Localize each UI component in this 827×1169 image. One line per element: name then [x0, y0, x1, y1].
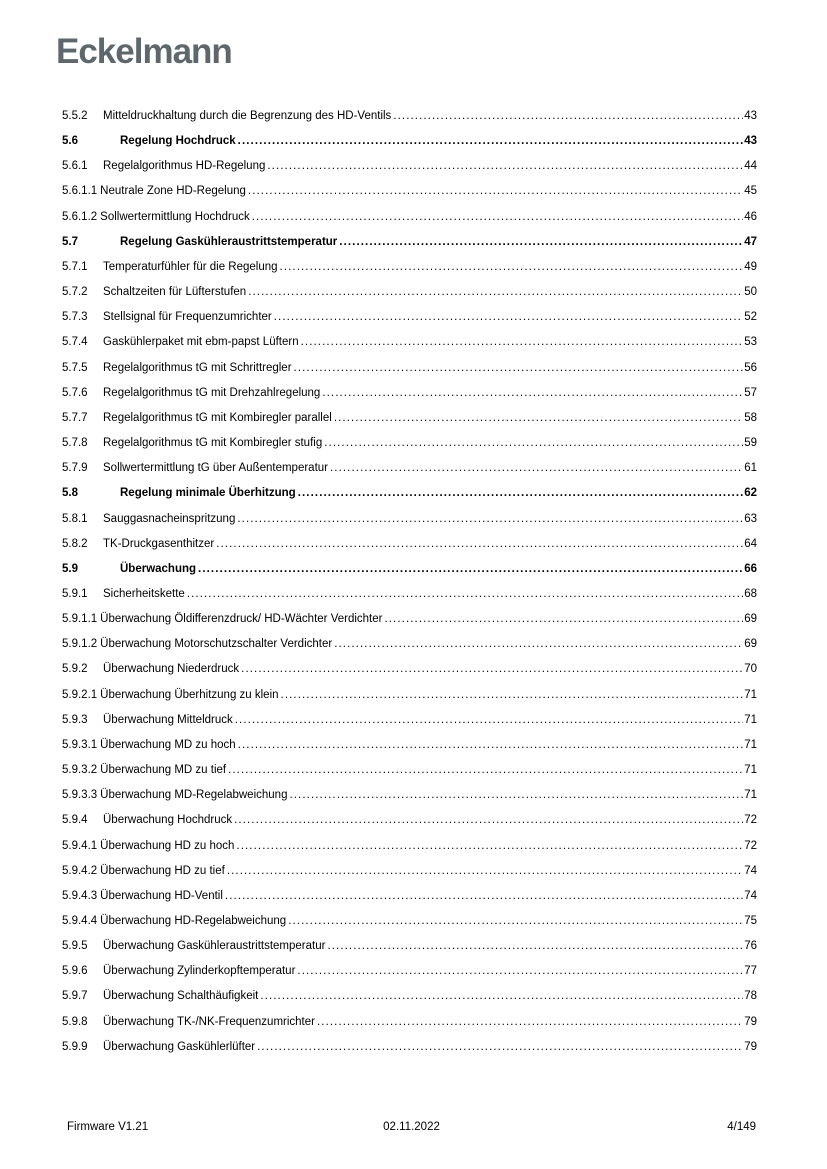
toc-entry-number: 5.5.2	[62, 110, 88, 122]
dot-leader	[298, 481, 743, 506]
toc-entry-title: Überwachung Überhitzung zu klein	[100, 688, 279, 701]
toc-entry-title: Überwachung Hochdruck	[103, 814, 233, 827]
toc-entry[interactable]	[62, 280, 757, 305]
toc-entry[interactable]	[62, 154, 757, 179]
toc-entry-page: 58	[744, 411, 757, 424]
dot-leader	[248, 280, 743, 305]
toc-entry-number: 5.9.9	[62, 1040, 88, 1053]
dot-leader	[274, 305, 743, 330]
dot-leader	[384, 607, 743, 632]
dot-leader	[187, 582, 743, 607]
dot-leader	[288, 909, 743, 934]
toc-entry-page: 61	[744, 462, 757, 475]
dot-leader	[252, 205, 743, 230]
toc-entry-title: Sollwertermittlung Hochdruck	[100, 210, 250, 223]
toc-entry-page: 72	[744, 839, 757, 852]
toc-entry-page: 66	[744, 562, 757, 575]
toc-entry-number: 5.9.4.1	[62, 839, 98, 852]
toc-entry-number: 5.7.3	[62, 311, 88, 324]
toc-entry-number: 5.9.2	[62, 663, 88, 676]
toc-entry-title: Überwachung Mitteldruck	[103, 713, 233, 726]
toc-entry-title: Regelung Gaskühleraustrittstemperatur	[120, 235, 338, 248]
dot-leader	[267, 154, 743, 179]
toc-entry-title: Stellsignal für Frequenzumrichter	[103, 311, 272, 324]
toc-entry-page: 47	[744, 235, 757, 248]
toc-entry-page: 43	[744, 110, 757, 122]
toc-entry-page: 64	[744, 537, 757, 550]
dot-leader	[237, 507, 743, 532]
toc-entry-number: 5.8	[62, 487, 78, 500]
toc-entry-page: 46	[744, 210, 757, 223]
toc-entry[interactable]	[62, 1010, 757, 1035]
dot-leader	[238, 129, 744, 154]
toc-entry-page: 59	[744, 437, 757, 450]
toc-entry[interactable]	[62, 884, 757, 909]
toc-entry-title: Überwachung Motorschutzschalter Verdichter	[100, 638, 333, 651]
dot-leader	[301, 330, 744, 355]
toc-entry-title: Schaltzeiten für Lüfterstufen	[103, 286, 247, 299]
toc-entry-page: 69	[744, 613, 757, 626]
footer-date: 02.11.2022	[383, 1121, 440, 1133]
toc-entry[interactable]	[62, 582, 757, 607]
dot-leader	[317, 1010, 743, 1035]
toc-entry-page: 71	[744, 688, 757, 701]
toc-entry-title: Überwachung Schalthäufigkeit	[103, 990, 259, 1003]
dot-leader	[260, 984, 743, 1009]
toc-entry[interactable]	[62, 959, 757, 984]
toc-entry[interactable]	[62, 305, 757, 330]
toc-entry-page: 77	[744, 965, 757, 978]
toc-entry-page: 74	[744, 889, 757, 902]
toc-entry-page: 52	[744, 311, 757, 324]
toc-entry-title: Regelung Hochdruck	[120, 135, 236, 148]
dot-leader	[216, 532, 743, 557]
toc-entry-page: 70	[744, 663, 757, 676]
toc-entry[interactable]	[62, 632, 757, 657]
toc-entry-title: Überwachung	[120, 562, 197, 575]
toc-entry-page: 79	[744, 1015, 757, 1028]
toc-entry-page: 63	[744, 512, 757, 525]
toc-entry-title: Sicherheitskette	[103, 587, 185, 600]
toc-entry[interactable]	[62, 733, 757, 758]
toc-entry-number: 5.6	[62, 135, 78, 148]
dot-leader	[248, 179, 743, 204]
dot-leader	[241, 657, 743, 682]
dot-leader	[225, 884, 743, 909]
toc-entry[interactable]	[62, 859, 757, 884]
toc-entry[interactable]	[62, 683, 757, 708]
dot-leader	[294, 356, 744, 381]
page-footer	[67, 1120, 756, 1134]
toc-entry-number: 5.9	[62, 562, 78, 575]
toc-entry-number: 5.7.2	[62, 286, 88, 299]
toc-entry-title: Überwachung HD-Ventil	[100, 889, 223, 902]
toc-entry-page: 49	[744, 260, 757, 273]
dot-leader	[327, 934, 743, 959]
toc-entry[interactable]	[62, 179, 757, 204]
toc-entry[interactable]	[62, 808, 757, 833]
dot-leader	[324, 431, 743, 456]
toc-entry-page: 74	[744, 864, 757, 877]
dot-leader	[198, 557, 743, 582]
toc-entry[interactable]	[62, 532, 757, 557]
toc-entry-title: Überwachung Öldifferenzdruck/ HD-Wächter Verdichter	[100, 613, 383, 626]
toc-entry-title: Mitteldruckhaltung durch die Begrenzung des HD-Ventils	[103, 110, 392, 122]
toc-entry-number: 5.7.1	[62, 260, 88, 273]
toc-entry[interactable]	[62, 330, 757, 355]
toc-entry[interactable]	[62, 104, 757, 129]
toc-entry-title: TK-Druckgasenthitzer	[103, 537, 215, 550]
toc-entry-page: 71	[744, 738, 757, 751]
toc-entry-title: Überwachung MD zu hoch	[100, 738, 236, 751]
toc-entry-number: 5.9.2.1	[62, 688, 98, 701]
toc-entry-number: 5.9.3.2	[62, 764, 98, 777]
toc-entry-number: 5.7.5	[62, 361, 88, 374]
toc-entry-title: Überwachung HD zu tief	[100, 864, 225, 877]
toc-entry-title: Sollwertermittlung tG über Außentemperatur	[103, 462, 328, 475]
toc-entry-number: 5.9.6	[62, 965, 88, 978]
toc-entry-number: 5.6.1.2	[62, 210, 98, 223]
toc-entry-page: 56	[744, 361, 757, 374]
toc-entry-title: Überwachung Zylinderkopftemperatur	[103, 965, 296, 978]
toc-entry-number: 5.6.1	[62, 160, 88, 173]
toc-entry-number: 5.9.3.1	[62, 738, 98, 751]
toc-entry[interactable]	[62, 481, 757, 506]
toc-entry-page: 44	[744, 160, 757, 173]
toc-entry[interactable]	[62, 909, 757, 934]
footer-page-indicator: 4/149	[727, 1121, 757, 1133]
table-of-contents	[62, 104, 757, 1060]
toc-entry[interactable]	[62, 758, 757, 783]
toc-entry[interactable]	[62, 255, 757, 280]
dot-leader	[289, 783, 743, 808]
toc-entry-page: 71	[744, 764, 757, 777]
dot-leader	[334, 406, 743, 431]
toc-entry-number: 5.9.3.3	[62, 789, 98, 802]
toc-entry-page: 75	[744, 915, 757, 927]
toc-entry-title: Regelalgorithmus tG mit Kombiregler stufig	[103, 437, 323, 450]
toc-entry[interactable]	[62, 607, 757, 632]
toc-entry[interactable]	[62, 356, 757, 381]
footer-firmware-version: Firmware V1.21	[67, 1121, 149, 1133]
toc-entry-title: Überwachung Niederdruck	[103, 663, 240, 676]
toc-entry-page: 57	[744, 386, 757, 399]
toc-entry-page: 45	[744, 185, 757, 198]
toc-entry-title: Regelalgorithmus tG mit Schrittregler	[103, 361, 292, 374]
toc-entry-page: 62	[744, 487, 757, 500]
toc-entry-page: 50	[744, 286, 757, 299]
toc-entry[interactable]	[62, 708, 757, 733]
toc-entry[interactable]	[62, 431, 757, 456]
dot-leader	[393, 104, 743, 129]
toc-entry-number: 5.9.7	[62, 990, 88, 1003]
toc-entry-number: 5.7.8	[62, 437, 88, 450]
toc-entry-title: Sauggasnacheinspritzung	[103, 512, 236, 525]
toc-entry[interactable]	[62, 984, 757, 1009]
eckelmann-logo: Eckelmann	[56, 32, 232, 71]
toc-entry[interactable]	[62, 205, 757, 230]
toc-entry-page: 53	[744, 336, 757, 349]
toc-entry-number: 5.7.6	[62, 386, 88, 399]
toc-entry-number: 5.9.5	[62, 940, 88, 953]
toc-entry[interactable]	[62, 1035, 757, 1060]
dot-leader	[257, 1035, 743, 1060]
toc-entry-number: 5.9.1.2	[62, 638, 98, 651]
dot-leader	[322, 381, 743, 406]
toc-entry-title: Überwachung Gaskühlerlüfter	[103, 1040, 256, 1053]
toc-entry[interactable]	[62, 381, 757, 406]
toc-entry-page: 76	[744, 940, 757, 953]
toc-entry-number: 5.9.3	[62, 713, 88, 726]
toc-entry-title: Überwachung HD-Regelabweichung	[100, 915, 287, 927]
toc-entry-title: Überwachung TK-/NK-Frequenzumrichter	[103, 1015, 315, 1028]
toc-entry[interactable]	[62, 406, 757, 431]
toc-entry-page: 71	[744, 713, 757, 726]
toc-entry-title: Überwachung Gaskühleraustrittstemperatur	[103, 940, 326, 953]
dot-leader	[281, 683, 744, 708]
dot-leader	[330, 456, 743, 481]
toc-entry-title: Überwachung HD zu hoch	[100, 839, 235, 852]
dot-leader	[227, 859, 743, 884]
dot-leader	[280, 255, 744, 280]
toc-entry-title: Neutrale Zone HD-Regelung	[100, 185, 246, 198]
toc-entry-number: 5.9.8	[62, 1015, 88, 1028]
toc-entry[interactable]	[62, 934, 757, 959]
toc-entry-number: 5.9.4.4	[62, 915, 98, 927]
toc-entry-title: Temperaturfühler für die Regelung	[103, 260, 278, 273]
dot-leader	[238, 733, 744, 758]
toc-entry-number: 5.7	[62, 235, 78, 248]
toc-entry-page: 69	[744, 638, 757, 651]
toc-entry-title: Überwachung MD-Regelabweichung	[100, 789, 288, 802]
toc-entry[interactable]	[62, 230, 757, 255]
toc-entry[interactable]	[62, 557, 757, 582]
toc-entry[interactable]	[62, 507, 757, 532]
toc-entry-page: 71	[744, 789, 757, 802]
toc-entry-number: 5.9.1.1	[62, 613, 98, 626]
toc-entry-number: 5.8.1	[62, 512, 88, 525]
dot-leader	[334, 632, 743, 657]
toc-entry-number: 5.7.9	[62, 462, 88, 475]
toc-entry-title: Regelalgorithmus tG mit Drehzahlregelung	[103, 386, 321, 399]
dot-leader	[228, 758, 743, 783]
toc-entry[interactable]	[62, 834, 757, 859]
toc-entry-number: 5.9.1	[62, 587, 88, 600]
toc-entry-page: 72	[744, 814, 757, 827]
dot-leader	[339, 230, 743, 255]
toc-entry-title: Regelalgorithmus tG mit Kombiregler parallel	[103, 411, 332, 424]
toc-entry-title: Regelalgorithmus HD-Regelung	[103, 160, 266, 173]
toc-entry-page: 43	[744, 135, 757, 148]
toc-entry-number: 5.6.1.1	[62, 185, 98, 198]
toc-entry-number: 5.9.4.2	[62, 864, 98, 877]
toc-entry[interactable]	[62, 783, 757, 808]
toc-entry-title: Regelung minimale Überhitzung	[120, 487, 296, 500]
dot-leader	[235, 708, 743, 733]
dot-leader	[234, 808, 743, 833]
toc-entry-number: 5.8.2	[62, 537, 88, 550]
toc-entry-number: 5.9.4	[62, 814, 88, 827]
toc-entry-page: 79	[744, 1040, 757, 1053]
toc-entry-page: 78	[744, 990, 757, 1003]
toc-entry[interactable]	[62, 129, 757, 154]
toc-entry-title: Gaskühlerpaket mit ebm-papst Lüftern	[103, 336, 299, 349]
toc-entry[interactable]	[62, 456, 757, 481]
toc-entry-page: 68	[744, 587, 757, 600]
dot-leader	[297, 959, 743, 984]
dot-leader	[236, 834, 743, 859]
toc-entry-title: Überwachung MD zu tief	[100, 764, 227, 777]
toc-entry-number: 5.7.4	[62, 336, 88, 349]
toc-entry[interactable]	[62, 657, 757, 682]
toc-entry-number: 5.9.4.3	[62, 889, 98, 902]
toc-entry-number: 5.7.7	[62, 411, 88, 424]
